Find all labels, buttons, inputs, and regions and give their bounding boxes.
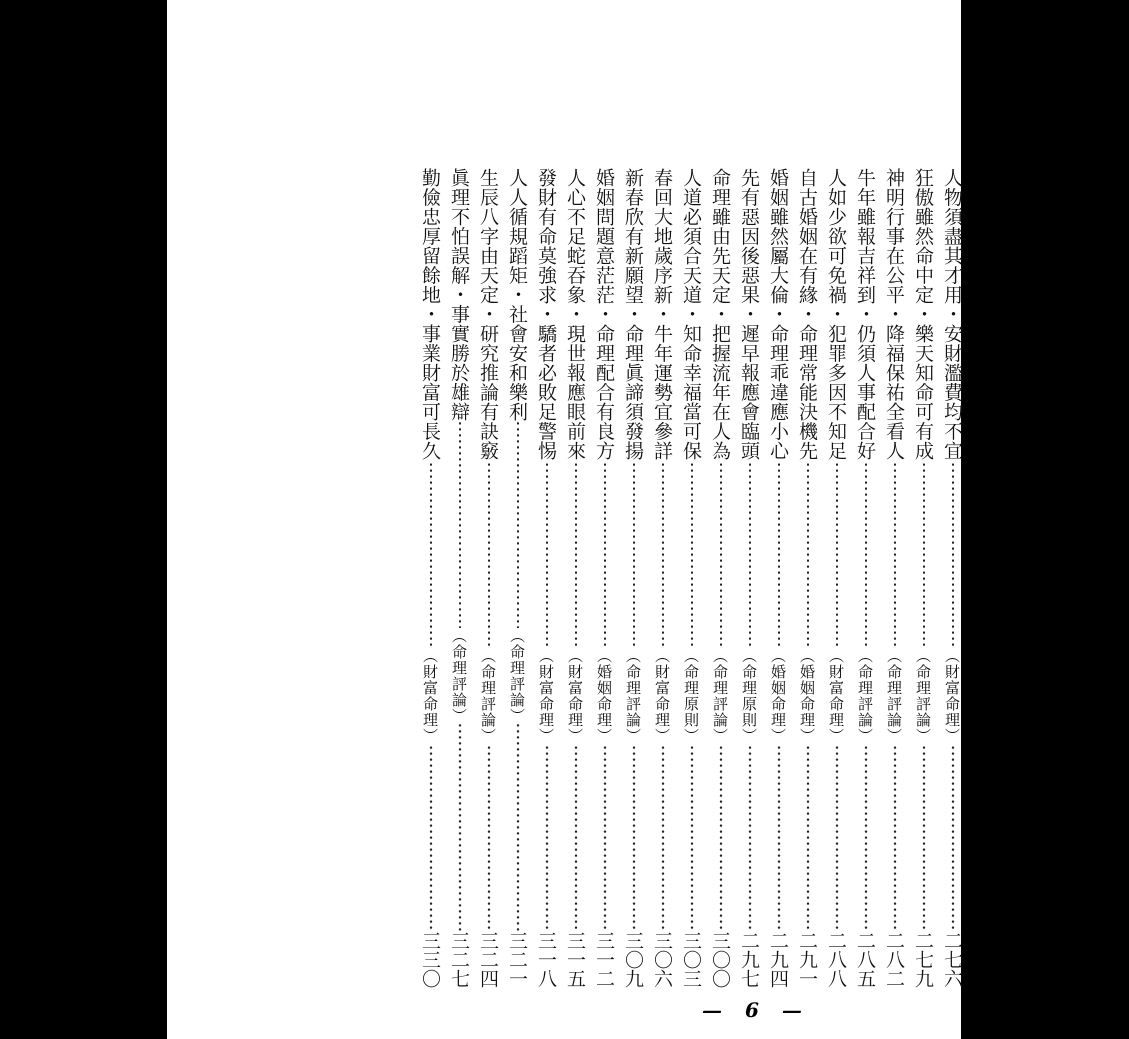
entry-title: 狂傲雖然命中定・樂天知命可有成	[912, 168, 934, 461]
dot-leader	[720, 461, 722, 648]
toc-entry	[416, 168, 445, 988]
entry-page-number: 三〇〇	[709, 931, 731, 988]
entry-title: 勤儉忠厚留餘地・事業財富可長久	[419, 168, 441, 461]
entry-title: 婚姻問題意茫茫・命理配合有良方	[593, 168, 615, 461]
entry-page-number: 三〇三	[680, 931, 702, 988]
entry-title: 婚姻雖然屬大倫・命理乖違應小心	[767, 168, 789, 461]
dot-leader	[533, 744, 561, 931]
entry-category: （命理評論）	[856, 647, 874, 744]
dot-leader	[633, 461, 635, 648]
toc-entry	[474, 168, 503, 988]
entry-title: 人如少欲可免禍・犯罪多因不知足	[825, 168, 847, 461]
dot-leader	[430, 461, 432, 648]
toc-entry	[822, 168, 851, 988]
entry-category: （命理評論）	[624, 647, 642, 744]
entry-category: （命理評論）	[479, 647, 497, 744]
entry-page-number: 二八八	[825, 931, 847, 988]
entry-title: 春回大地歲序新・牛年運勢宜參詳	[651, 168, 673, 461]
entry-title: 人人循規蹈矩・社會安和樂利	[506, 168, 528, 422]
entry-page-number: 二八二	[883, 931, 905, 988]
dot-leader	[691, 461, 693, 648]
dot-leader	[736, 744, 764, 931]
entry-title: 眞理不怕誤解・事實勝於雄辯	[448, 168, 470, 422]
entry-category: （婚姻命理）	[798, 647, 816, 744]
dot-leader	[852, 744, 880, 931]
dot-leader	[807, 461, 809, 648]
entry-title: 人物須盡其才用・安財濫費均不宜	[941, 168, 963, 461]
entry-page-number: 三一八	[535, 931, 557, 988]
toc-entry	[706, 168, 735, 988]
entry-title: 自古婚姻在有緣・命理常能決機先	[796, 168, 818, 461]
toc-entry	[938, 168, 967, 988]
toc-entry	[735, 168, 764, 988]
dot-leader	[504, 724, 532, 931]
entry-title: 新春欣有新願望・命理眞諦須發揚	[622, 168, 644, 461]
entry-category: （財富命理）	[827, 647, 845, 744]
entry-page-number: 二八五	[854, 931, 876, 988]
dot-leader	[562, 744, 590, 931]
toc-entry	[445, 168, 474, 988]
entry-title: 生辰八字由天定・研究推論有訣竅	[477, 168, 499, 461]
dot-leader	[707, 744, 735, 931]
entry-category: （命理原則）	[682, 647, 700, 744]
entry-page-number: 二九一	[796, 931, 818, 988]
dot-leader	[894, 461, 896, 648]
entry-page-number: 三一二	[593, 931, 615, 988]
entry-page-number: 三〇六	[651, 931, 673, 988]
entry-page-number: 三〇九	[622, 931, 644, 988]
entry-category: （財富命理）	[537, 647, 555, 744]
dot-leader	[662, 461, 664, 648]
dot-leader	[923, 461, 925, 648]
dot-leader	[575, 461, 577, 648]
dot-leader	[546, 461, 548, 648]
page-number: — 6 —	[702, 998, 810, 1022]
dot-leader	[778, 461, 780, 648]
dot-leader	[604, 461, 606, 648]
toc-entry	[677, 168, 706, 988]
dot-leader	[794, 744, 822, 931]
dot-leader	[823, 744, 851, 931]
entry-title: 人道必須合天道・知命幸福當可保	[680, 168, 702, 461]
dot-leader	[836, 461, 838, 648]
toc-entry	[619, 168, 648, 988]
entry-category: （婚姻命理）	[595, 647, 613, 744]
entry-page-number: 三一五	[564, 931, 586, 988]
dot-leader	[749, 461, 751, 648]
entry-category: （命理評論）	[711, 647, 729, 744]
entry-category: （財富命理）	[653, 647, 671, 744]
toc-entry	[532, 168, 561, 988]
dot-leader	[459, 422, 461, 629]
toc-entry	[909, 168, 938, 988]
toc-entry	[793, 168, 822, 988]
entry-title: 先有惡因後惡果・遲早報應會臨頭	[738, 168, 760, 461]
toc-entry	[648, 168, 677, 988]
entry-page-number: 三三〇	[419, 931, 441, 988]
entry-category: （命理評論）	[914, 647, 932, 744]
toc-entry	[764, 168, 793, 988]
dot-leader	[517, 422, 519, 629]
entry-title: 牛年雖報吉祥到・仍須人事配合好	[854, 168, 876, 461]
entry-page-number: 三二七	[448, 931, 470, 988]
entry-category: （財富命理）	[421, 647, 439, 744]
entry-title: 人心不足蛇吞象・現世報應眼前來	[564, 168, 586, 461]
dot-leader	[881, 744, 909, 931]
entry-page-number: 二七九	[912, 931, 934, 988]
dot-leader	[765, 744, 793, 931]
dot-leader	[591, 744, 619, 931]
dot-leader	[620, 744, 648, 931]
dot-leader	[488, 461, 490, 648]
entry-page-number: 二九七	[738, 931, 760, 988]
entry-title: 命理雖由先天定・把握流年在人為	[709, 168, 731, 461]
dot-leader	[910, 744, 938, 931]
dot-leader	[952, 461, 954, 648]
entry-category: （命理評論）	[885, 647, 903, 744]
dot-leader	[649, 744, 677, 931]
table-of-contents	[252, 168, 967, 988]
toc-entry	[590, 168, 619, 988]
toc-entry	[880, 168, 909, 988]
entry-category: （財富命理）	[943, 647, 961, 744]
dot-leader	[939, 744, 967, 931]
dot-leader	[446, 724, 474, 931]
entry-category: （財富命理）	[566, 647, 584, 744]
entry-page-number: 二七六	[941, 931, 963, 988]
document-page	[167, 0, 961, 1039]
dot-leader	[865, 461, 867, 648]
entry-title: 發財有命莫強求・驕者必敗足警惕	[535, 168, 557, 461]
entry-category: （命理評論）	[450, 628, 468, 725]
toc-entry	[561, 168, 590, 988]
entry-title: 神明行事在公平・降福保祐全看人	[883, 168, 905, 461]
entry-category: （命理原則）	[740, 647, 758, 744]
entry-page-number: 二九四	[767, 931, 789, 988]
dot-leader	[417, 744, 445, 931]
entry-page-number: 三二四	[477, 931, 499, 988]
dot-leader	[475, 744, 503, 931]
entry-category: （命理評論）	[508, 628, 526, 725]
dot-leader	[678, 744, 706, 931]
toc-entry	[851, 168, 880, 988]
entry-page-number: 三二一	[506, 931, 528, 988]
entry-category: （婚姻命理）	[769, 647, 787, 744]
toc-entry	[503, 168, 532, 988]
